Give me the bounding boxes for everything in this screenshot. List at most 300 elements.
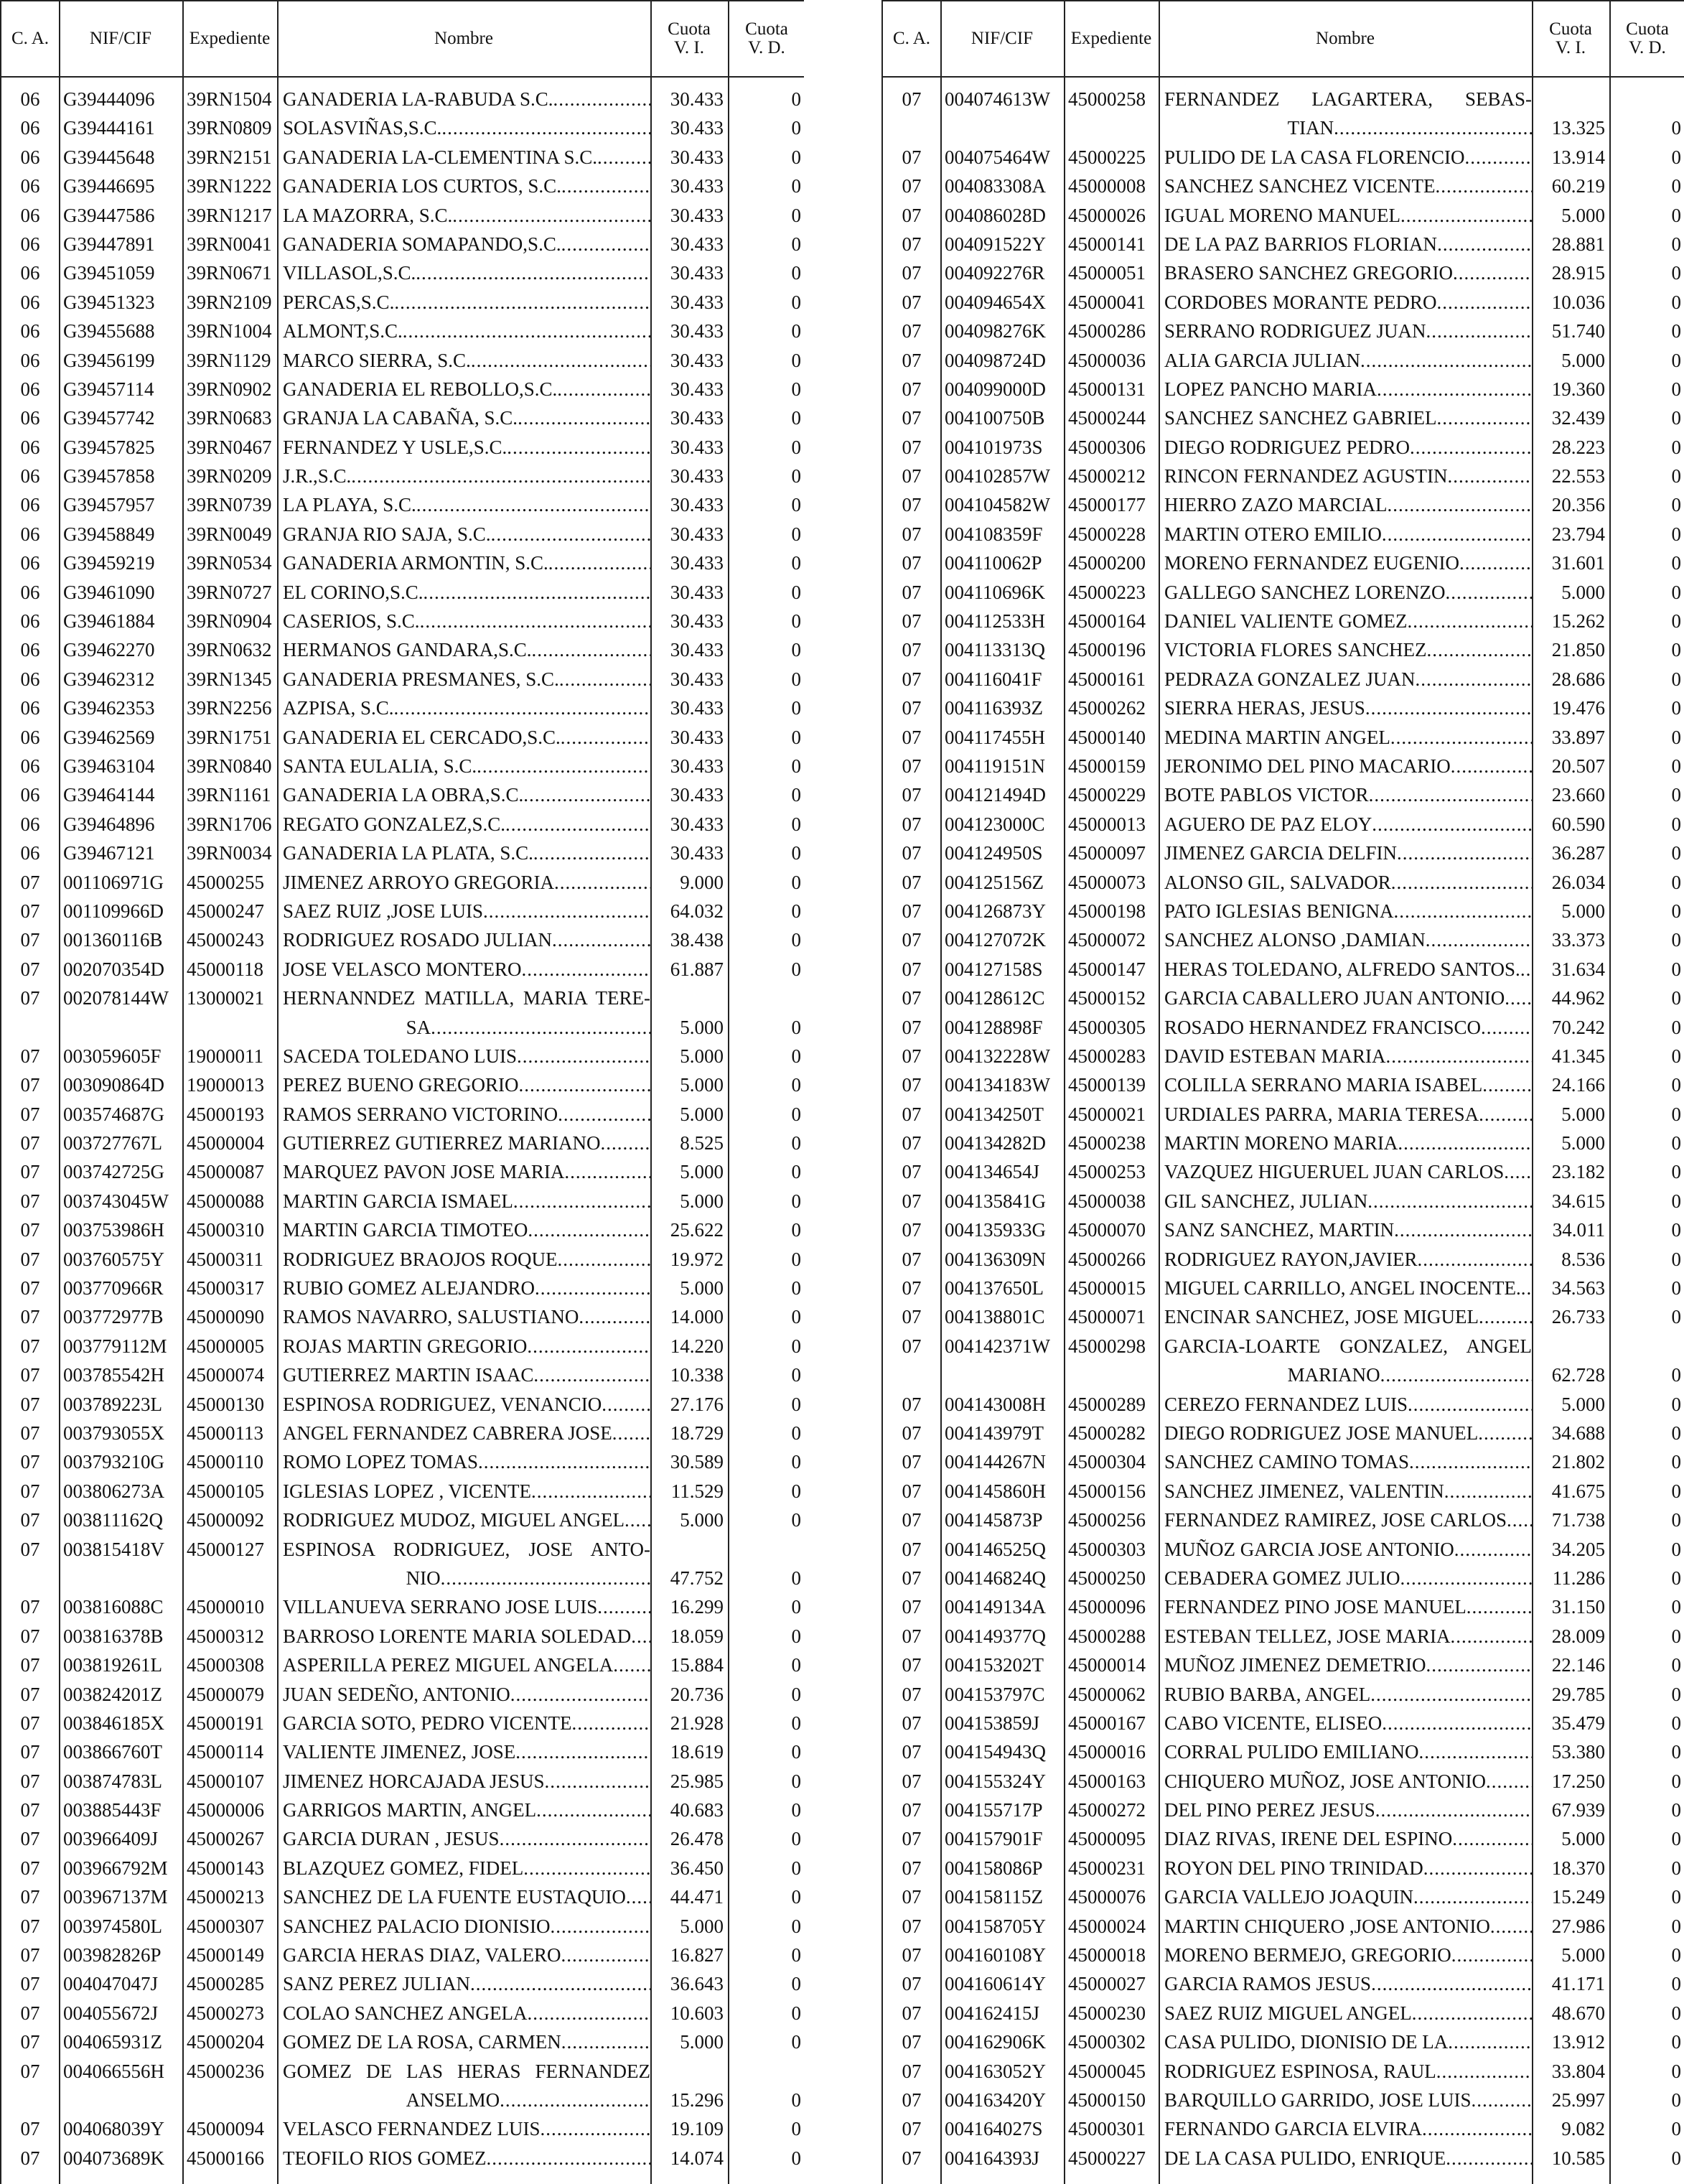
nif-cell: G39462569 bbox=[63, 726, 155, 748]
ca-cell: 07 bbox=[20, 1451, 40, 1473]
expediente-cell: 45000147 bbox=[1068, 958, 1146, 980]
table-row bbox=[883, 897, 1684, 925]
table-row bbox=[1, 143, 804, 172]
ca-cell: 06 bbox=[20, 378, 40, 400]
name-cell bbox=[1159, 462, 1532, 490]
name-text: MARCO SIERRA, S.C. bbox=[283, 349, 471, 371]
cuota-vd-cell: 0 bbox=[1671, 523, 1681, 545]
name-cell bbox=[277, 1709, 650, 1737]
expediente-cell: 45000306 bbox=[1068, 436, 1146, 458]
nif-cell: 004110062P bbox=[945, 552, 1042, 574]
name-cell bbox=[277, 1651, 650, 1679]
name-text: ALONSO GIL, SALVADOR bbox=[1164, 871, 1391, 893]
leader-dots bbox=[515, 1737, 650, 1766]
nif-cell: G39467121 bbox=[63, 842, 155, 864]
ca-cell: 06 bbox=[20, 204, 40, 226]
expediente-cell: 45000256 bbox=[1068, 1509, 1146, 1531]
cuota-vd-cell: 0 bbox=[1671, 1016, 1681, 1038]
header-cuota-vi-line: Cuota bbox=[668, 19, 711, 39]
ca-cell: 06 bbox=[20, 291, 40, 313]
nif-cell: 004153797C bbox=[945, 1683, 1045, 1705]
ca-cell: 07 bbox=[20, 900, 40, 922]
header-cuota-vi-line: V. I. bbox=[1556, 38, 1586, 57]
name-cell bbox=[1159, 868, 1532, 897]
ca-cell: 07 bbox=[902, 1219, 922, 1241]
cuota-vi-cell: 61.887 bbox=[670, 958, 724, 980]
ca-cell: 07 bbox=[902, 2089, 922, 2111]
expediente-cell: 45000298 bbox=[1068, 1335, 1146, 1357]
table-row bbox=[1, 1824, 804, 1853]
ca-cell: 07 bbox=[902, 1509, 922, 1531]
name-text: SAEZ RUIZ ,JOSE LUIS bbox=[283, 900, 484, 922]
table-row bbox=[883, 2144, 1684, 2173]
cuota-vd-cell: 0 bbox=[1671, 900, 1681, 922]
expediente-cell: 19000011 bbox=[187, 1045, 263, 1067]
ca-cell: 07 bbox=[902, 1857, 922, 1879]
table-row bbox=[883, 780, 1684, 809]
name-text: GARRIGOS MARTIN, ANGEL bbox=[283, 1799, 537, 1821]
name-cell bbox=[277, 752, 650, 780]
cuota-vi-cell: 34.011 bbox=[1552, 1219, 1605, 1241]
nif-cell: 003967137M bbox=[63, 1886, 168, 1908]
cuota-vi-cell: 9.000 bbox=[680, 871, 724, 893]
name-cell bbox=[1159, 201, 1532, 230]
name-text: MARTIN CHIQUERO ,JOSE ANTONIO bbox=[1164, 1915, 1490, 1937]
nif-cell: 004142371W bbox=[945, 1335, 1050, 1357]
expediente-cell: 39RN0534 bbox=[187, 552, 272, 574]
expediente-cell: 39RN0727 bbox=[187, 581, 272, 603]
table-row bbox=[1, 462, 804, 490]
cuota-vi-cell: 15.262 bbox=[1551, 610, 1605, 633]
table-row bbox=[883, 317, 1684, 345]
name-text: FERNANDEZ Y USLE,S.C. bbox=[283, 436, 507, 458]
header-cuota-vi bbox=[650, 1, 728, 76]
cuota-vd-cell: 0 bbox=[1671, 1219, 1681, 1241]
nif-cell: G39444161 bbox=[63, 117, 155, 139]
table-row bbox=[883, 2086, 1684, 2114]
name-text: ALMONT,S.C. bbox=[283, 320, 403, 342]
table-row bbox=[883, 2027, 1684, 2056]
ca-cell: 07 bbox=[902, 494, 922, 516]
name-cell bbox=[277, 375, 650, 403]
name-cell bbox=[1159, 780, 1532, 809]
nif-cell: G39457742 bbox=[63, 407, 155, 429]
leader-dots bbox=[452, 201, 650, 230]
name-text: URDIALES PARRA, MARIA TERESA bbox=[1164, 1103, 1479, 1125]
cuota-vi-cell: 51.740 bbox=[1551, 320, 1605, 342]
leader-dots bbox=[1486, 1767, 1532, 1796]
cuota-vi-cell: 13.914 bbox=[1551, 146, 1605, 168]
ca-cell: 07 bbox=[902, 1451, 922, 1473]
name-text: COLILLA SERRANO MARIA ISABEL bbox=[1164, 1074, 1483, 1096]
table-row bbox=[1, 375, 804, 403]
name-text: ANGEL FERNANDEZ CABRERA JOSE bbox=[283, 1422, 612, 1444]
name-cell bbox=[1159, 1912, 1532, 1941]
nif-cell: 003966409J bbox=[63, 1828, 159, 1850]
expediente-cell: 45000006 bbox=[187, 1799, 264, 1821]
cuota-vi-cell: 44.962 bbox=[1551, 987, 1605, 1009]
leader-dots bbox=[517, 1042, 650, 1070]
expediente-cell: 45000163 bbox=[1068, 1770, 1146, 1792]
nif-cell: 004143979T bbox=[945, 1422, 1044, 1444]
table-row bbox=[883, 1941, 1684, 1969]
ca-cell: 07 bbox=[902, 1132, 922, 1154]
name-cell bbox=[277, 346, 650, 375]
expediente-cell: 45000223 bbox=[1068, 581, 1146, 603]
name-cell bbox=[277, 1999, 650, 2027]
cuota-vd-cell: 0 bbox=[1671, 1741, 1681, 1763]
table-row bbox=[883, 1042, 1684, 1070]
cuota-vd-cell: 0 bbox=[1671, 784, 1681, 806]
cuota-vi-cell: 30.433 bbox=[670, 523, 724, 545]
name-cell bbox=[1159, 230, 1532, 258]
table-row bbox=[1, 549, 804, 577]
expediente-cell: 45000225 bbox=[1068, 146, 1146, 168]
leader-dots bbox=[507, 433, 650, 462]
cuota-vi-cell: 5.000 bbox=[680, 1277, 724, 1299]
leader-dots bbox=[1452, 1824, 1532, 1853]
ca-cell: 07 bbox=[20, 1973, 40, 1995]
leader-dots bbox=[1444, 1477, 1532, 1506]
cuota-vi-cell: 19.109 bbox=[670, 2118, 724, 2140]
cuota-vd-cell: 0 bbox=[791, 262, 801, 284]
name-text: PEDRAZA GONZALEZ JUAN bbox=[1164, 668, 1416, 690]
name-cell bbox=[1159, 1824, 1532, 1853]
leader-dots bbox=[1459, 549, 1532, 577]
name-cell bbox=[1159, 1447, 1532, 1476]
leader-dots bbox=[548, 549, 650, 577]
cuota-vd-cell: 0 bbox=[791, 2031, 801, 2053]
table-row bbox=[883, 1506, 1684, 1534]
expediente-cell: 45000307 bbox=[187, 1915, 264, 1937]
header-ca-line: C. A. bbox=[892, 29, 931, 48]
expediente-cell: 39RN1129 bbox=[187, 349, 271, 371]
name-text: HIERRO ZAZO MARCIAL bbox=[1164, 494, 1388, 516]
name-text: GANADERIA LA PLATA, S.C. bbox=[283, 842, 533, 864]
cuota-vi-cell: 62.728 bbox=[1551, 1364, 1605, 1386]
name-text: ROJAS MARTIN GREGORIO bbox=[283, 1335, 528, 1357]
expediente-cell: 39RN0904 bbox=[187, 610, 272, 633]
nif-cell: 003753986H bbox=[63, 1219, 164, 1241]
table-row bbox=[1, 1361, 804, 1389]
table-row bbox=[1, 1882, 804, 1911]
name-cell bbox=[277, 2027, 650, 2056]
name-cell bbox=[277, 868, 650, 897]
table-row bbox=[1, 1390, 804, 1419]
table-row bbox=[883, 346, 1684, 375]
name-cell bbox=[1159, 1506, 1532, 1534]
cuota-vi-cell: 15.249 bbox=[1551, 1886, 1605, 1908]
nif-cell: G39462270 bbox=[63, 639, 155, 661]
table-row bbox=[883, 1100, 1684, 1129]
name-text: BRASERO SANCHEZ GREGORIO bbox=[1164, 262, 1454, 284]
leader-dots bbox=[1482, 1070, 1532, 1099]
cuota-vd-cell: 0 bbox=[1671, 2031, 1681, 2053]
cuota-vi-cell: 30.433 bbox=[670, 175, 724, 197]
table-row bbox=[883, 1390, 1684, 1419]
ca-cell: 06 bbox=[20, 610, 40, 633]
ca-cell: 07 bbox=[902, 1770, 922, 1792]
nif-cell: 004164027S bbox=[945, 2118, 1043, 2140]
cuota-vi-cell: 34.563 bbox=[1551, 1277, 1605, 1299]
name-cell bbox=[277, 1042, 650, 1070]
ca-cell: 07 bbox=[902, 929, 922, 951]
cuota-vd-cell: 0 bbox=[791, 1248, 801, 1270]
leader-dots bbox=[1437, 403, 1532, 432]
cuota-vd-cell: 0 bbox=[1671, 465, 1681, 487]
ca-cell: 07 bbox=[902, 610, 922, 633]
header-expediente-line: Expediente bbox=[1070, 29, 1152, 48]
cuota-vi-cell: 5.000 bbox=[680, 1509, 724, 1531]
cuota-vi-cell: 5.000 bbox=[680, 1016, 724, 1038]
expediente-cell: 45000018 bbox=[1068, 1944, 1146, 1966]
nif-cell: 004160614Y bbox=[945, 1973, 1046, 1995]
nif-cell: 003815418V bbox=[63, 1538, 164, 1560]
header-expediente bbox=[182, 1, 277, 76]
nif-cell: 004163420Y bbox=[945, 2089, 1046, 2111]
table-row bbox=[1, 839, 804, 867]
name-text: EL CORINO,S.C. bbox=[283, 581, 424, 603]
table-row bbox=[883, 403, 1684, 432]
ca-cell: 07 bbox=[20, 1161, 40, 1183]
ca-cell: 07 bbox=[20, 2002, 40, 2024]
table-row bbox=[1, 607, 804, 635]
leader-dots bbox=[500, 1824, 650, 1853]
ca-cell: 07 bbox=[902, 1712, 922, 1734]
name-cell bbox=[1159, 1622, 1532, 1651]
cuota-vi-cell: 5.000 bbox=[680, 1161, 724, 1183]
cuota-vi-cell: 30.433 bbox=[670, 784, 724, 806]
table-row bbox=[883, 1912, 1684, 1941]
nif-cell: 004164393J bbox=[945, 2147, 1040, 2169]
ca-cell: 07 bbox=[902, 871, 922, 893]
name-text: CHIQUERO MUÑOZ, JOSE ANTONIO bbox=[1164, 1770, 1487, 1792]
nif-cell: G39447891 bbox=[63, 233, 155, 255]
name-cell bbox=[277, 925, 650, 954]
cuota-vi-cell: 47.752 bbox=[670, 1567, 724, 1589]
leader-dots bbox=[1481, 1013, 1532, 1042]
nif-cell: 004154943Q bbox=[945, 1741, 1046, 1763]
name-cell bbox=[277, 897, 650, 925]
nif-cell: 003793210G bbox=[63, 1451, 164, 1473]
name-text: GANADERIA LA-CLEMENTINA S.C. bbox=[283, 146, 597, 168]
cuota-vd-cell: 0 bbox=[1671, 1074, 1681, 1096]
expediente-cell: 45000097 bbox=[1068, 842, 1146, 864]
cuota-vi-cell: 11.529 bbox=[670, 1480, 724, 1502]
cuota-vi-cell: 36.450 bbox=[670, 1857, 724, 1879]
cuota-vi-cell: 34.205 bbox=[1551, 1538, 1605, 1560]
nif-cell: 004146525Q bbox=[945, 1538, 1046, 1560]
expediente-cell: 45000021 bbox=[1068, 1103, 1146, 1125]
ca-cell: 07 bbox=[902, 842, 922, 864]
leader-dots bbox=[1394, 897, 1532, 925]
name-line-1: HERNANNDEZ MATILLA, MARIA TERE- bbox=[283, 987, 650, 1009]
ca-cell: 07 bbox=[902, 639, 922, 661]
nif-cell: G39451059 bbox=[63, 262, 155, 284]
name-cell bbox=[1159, 1100, 1532, 1129]
nif-cell: G39451323 bbox=[63, 291, 155, 313]
leader-dots bbox=[1436, 172, 1533, 200]
nif-cell: 004094654X bbox=[945, 291, 1046, 313]
leader-dots bbox=[533, 839, 650, 867]
nif-cell: 003770966R bbox=[63, 1277, 164, 1299]
ca-cell: 07 bbox=[902, 2031, 922, 2053]
cuota-vd-cell: 0 bbox=[791, 378, 801, 400]
header-nombre bbox=[1159, 1, 1532, 76]
name-cell bbox=[1159, 317, 1532, 345]
expediente-cell: 45000071 bbox=[1068, 1306, 1146, 1328]
cuota-vd-cell: 0 bbox=[791, 755, 801, 777]
table-row bbox=[883, 1302, 1684, 1331]
header-expediente-line: Expediente bbox=[189, 29, 271, 48]
expediente-cell: 45000312 bbox=[187, 1625, 264, 1647]
header-ca bbox=[883, 1, 940, 76]
name-text: GARCIA VALLEJO JOAQUIN bbox=[1164, 1886, 1414, 1908]
expediente-cell: 45000200 bbox=[1068, 552, 1146, 574]
cuota-vi-cell: 19.476 bbox=[1551, 697, 1605, 719]
cuota-vi-cell: 10.338 bbox=[670, 1364, 724, 1386]
cuota-vi-cell: 34.615 bbox=[1551, 1190, 1605, 1212]
expediente-cell: 45000310 bbox=[187, 1219, 264, 1241]
expediente-cell: 39RN0041 bbox=[187, 233, 272, 255]
name-text: COLAO SANCHEZ ANGELA bbox=[283, 2002, 528, 2024]
name-text: MEDINA MARTIN ANGEL bbox=[1164, 726, 1390, 748]
cuota-vd-cell: 0 bbox=[791, 2089, 801, 2111]
leader-dots bbox=[561, 172, 650, 200]
ca-cell: 06 bbox=[20, 117, 40, 139]
name-cell bbox=[277, 1157, 650, 1186]
left-table bbox=[0, 0, 804, 2184]
nif-cell: G39461090 bbox=[63, 581, 155, 603]
leader-dots bbox=[518, 403, 650, 432]
cuota-vd-cell: 0 bbox=[1671, 1509, 1681, 1531]
name-cell bbox=[277, 520, 650, 549]
name-cell bbox=[1159, 1157, 1532, 1186]
table-row bbox=[1, 230, 804, 258]
name-cell bbox=[277, 1912, 650, 1941]
expediente-cell: 39RN0739 bbox=[187, 494, 272, 516]
nif-cell: 004149377Q bbox=[945, 1625, 1046, 1647]
cuota-vd-cell: 0 bbox=[791, 610, 801, 633]
name-cell bbox=[1159, 1042, 1532, 1070]
cuota-vd-cell: 0 bbox=[791, 581, 801, 603]
name-cell bbox=[277, 839, 650, 867]
cuota-vi-cell: 35.479 bbox=[1551, 1712, 1605, 1734]
cuota-vd-cell: 0 bbox=[1671, 1799, 1681, 1821]
expediente-cell: 45000304 bbox=[1068, 1451, 1146, 1473]
nif-cell: 004113313Q bbox=[945, 639, 1045, 661]
table-row bbox=[1, 635, 804, 664]
cuota-vi-cell: 5.000 bbox=[1561, 1828, 1605, 1850]
leader-dots bbox=[1391, 868, 1532, 897]
name-cell bbox=[1159, 520, 1532, 549]
cuota-vi-cell: 26.733 bbox=[1551, 1306, 1605, 1328]
nif-cell: 003760575Y bbox=[63, 1248, 164, 1270]
leader-dots bbox=[1521, 1274, 1532, 1302]
ca-cell: 07 bbox=[20, 1857, 40, 1879]
ca-cell: 07 bbox=[902, 175, 922, 197]
name-text: DIEGO RODRIGUEZ PEDRO bbox=[1164, 436, 1410, 458]
nif-cell: 004157901F bbox=[945, 1828, 1043, 1850]
nif-cell: 003874783L bbox=[63, 1770, 162, 1792]
ca-cell: 06 bbox=[20, 726, 40, 748]
cuota-vi-cell: 26.478 bbox=[670, 1828, 724, 1850]
cuota-vd-cell: 0 bbox=[791, 726, 801, 748]
cuota-vd-cell: 0 bbox=[791, 1654, 801, 1676]
name-text: SANCHEZ PALACIO DIONISIO bbox=[283, 1915, 551, 1937]
leader-dots bbox=[561, 723, 650, 752]
leader-dots bbox=[505, 810, 650, 839]
nif-cell: 004145873P bbox=[945, 1509, 1043, 1531]
cuota-vd-cell: 0 bbox=[791, 1596, 801, 1618]
cuota-vd-cell: 0 bbox=[791, 2118, 801, 2140]
name-continuation: TIAN bbox=[1287, 117, 1334, 139]
table-row bbox=[1, 288, 804, 317]
ca-cell: 07 bbox=[20, 1190, 40, 1212]
leader-dots bbox=[1520, 955, 1532, 984]
cuota-vi-cell: 11.286 bbox=[1552, 1567, 1605, 1589]
nif-cell: 004135841G bbox=[945, 1190, 1046, 1212]
nif-cell: 004073689K bbox=[63, 2147, 164, 2169]
cuota-vi-cell: 28.686 bbox=[1551, 668, 1605, 690]
nif-cell: G39464144 bbox=[63, 784, 155, 806]
table-row bbox=[883, 1999, 1684, 2027]
cuota-vi-cell: 5.000 bbox=[1561, 204, 1605, 226]
cuota-vd-cell: 0 bbox=[791, 1364, 801, 1386]
leader-dots bbox=[1426, 317, 1532, 345]
cuota-vi-cell: 33.804 bbox=[1551, 2060, 1605, 2082]
name-text: GIL SANCHEZ, JULIAN bbox=[1164, 1190, 1368, 1212]
ca-cell: 07 bbox=[902, 1886, 922, 1908]
expediente-cell: 45000110 bbox=[187, 1451, 263, 1473]
expediente-cell: 45000305 bbox=[1068, 1016, 1146, 1038]
cuota-vi-cell: 24.166 bbox=[1551, 1074, 1605, 1096]
table-row bbox=[883, 1215, 1684, 1244]
leader-dots bbox=[597, 143, 650, 172]
leader-dots bbox=[1382, 1709, 1532, 1737]
name-text: FERNANDEZ PINO JOSE MANUEL bbox=[1164, 1596, 1467, 1618]
name-cell bbox=[277, 694, 650, 722]
table-row bbox=[883, 1245, 1684, 1274]
cuota-vi-cell: 30.433 bbox=[670, 610, 724, 633]
name-cell bbox=[277, 1129, 650, 1157]
name-cell bbox=[277, 1477, 650, 1506]
nif-cell: 003785542H bbox=[63, 1364, 164, 1386]
table-row bbox=[883, 839, 1684, 867]
name-text: MUÑOZ JIMENEZ DEMETRIO bbox=[1164, 1654, 1426, 1676]
leader-dots bbox=[1448, 462, 1532, 490]
nif-cell: 004155324Y bbox=[945, 1770, 1046, 1792]
cuota-vi-cell: 28.009 bbox=[1551, 1625, 1605, 1647]
name-text: J.R.,S.C. bbox=[283, 465, 352, 487]
table-row bbox=[883, 230, 1684, 258]
cuota-vd-cell: 0 bbox=[1671, 262, 1681, 284]
name-text: GANADERIA LA OBRA,S.C. bbox=[283, 784, 524, 806]
leader-dots bbox=[431, 1013, 650, 1042]
header-cuota-vi bbox=[1532, 1, 1609, 76]
left-rows bbox=[1, 85, 804, 2173]
expediente-cell: 45000131 bbox=[1068, 378, 1146, 400]
table-row bbox=[1, 1187, 804, 1215]
table-row bbox=[883, 1332, 1684, 1390]
header-cuota-vi-line: V. I. bbox=[674, 38, 704, 57]
expediente-cell: 45000227 bbox=[1068, 2147, 1146, 2169]
name-text: RUBIO GOMEZ ALEJANDRO bbox=[283, 1277, 535, 1299]
expediente-cell: 39RN1751 bbox=[187, 726, 272, 748]
cuota-vi-cell: 15.296 bbox=[670, 2089, 724, 2111]
nif-cell: 004075464W bbox=[945, 146, 1050, 168]
ca-cell: 06 bbox=[20, 581, 40, 603]
